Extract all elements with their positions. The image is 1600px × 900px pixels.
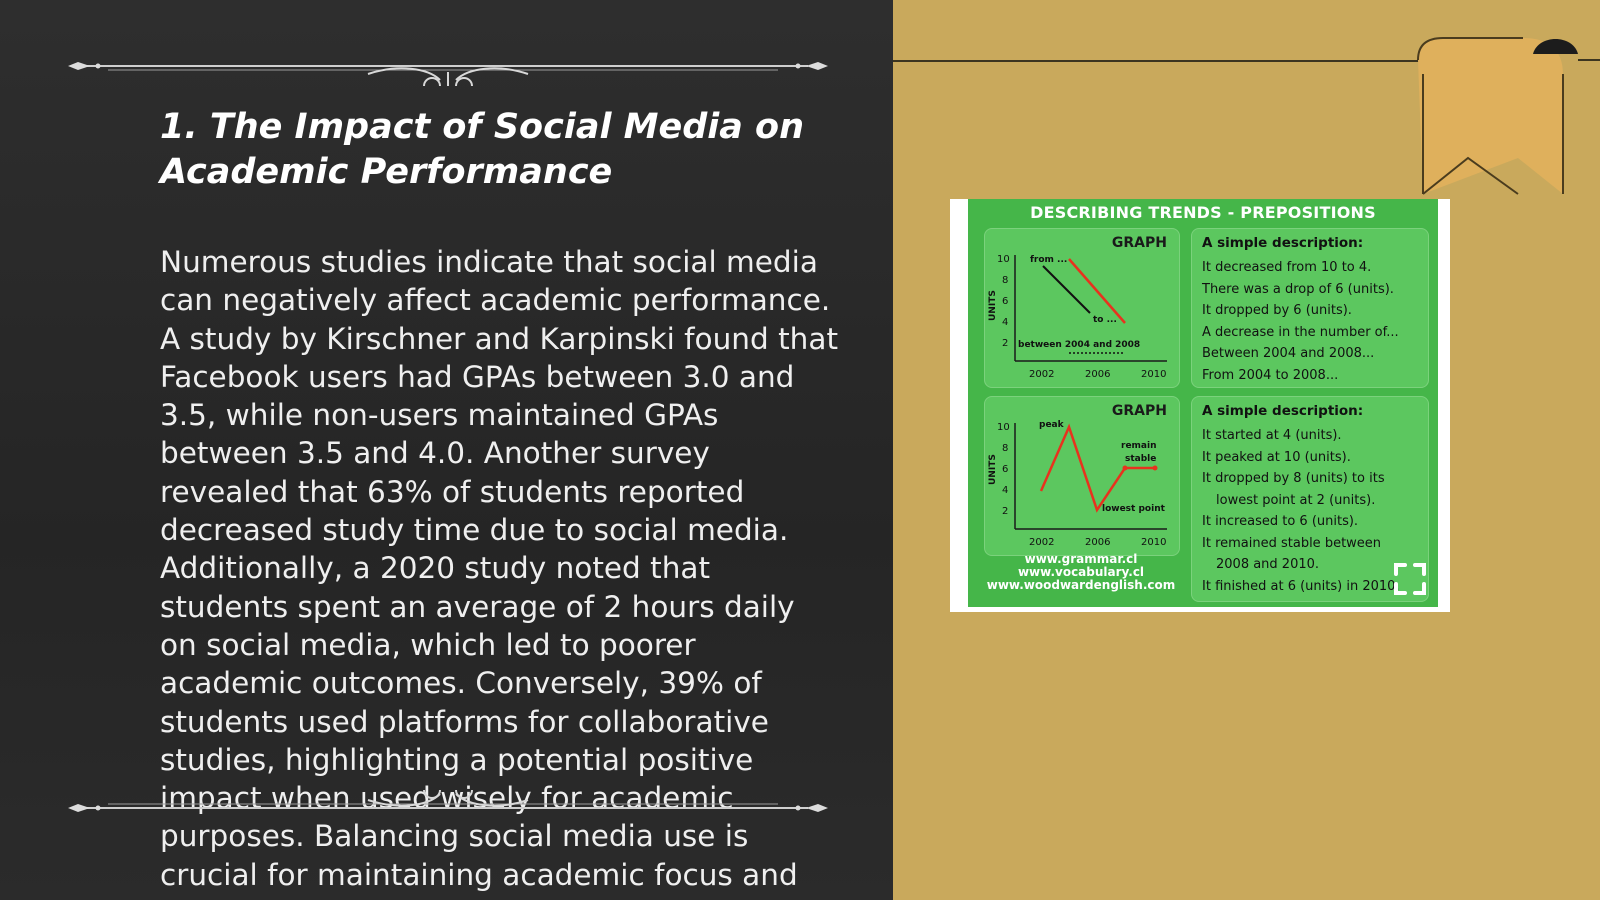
graph1-label: GRAPH (1111, 235, 1167, 251)
description-line: It dropped by 8 (units) to its (1202, 471, 1385, 486)
graph2-point (1153, 466, 1158, 471)
graph1-chart (985, 229, 1179, 387)
graph2-annotation-peak: peak (1039, 420, 1064, 430)
graph1-trend-line (1069, 259, 1125, 323)
graph2-x-tick: 2010 (1141, 537, 1167, 548)
graph1-y-tick: 6 (1002, 296, 1009, 307)
graph2-y-tick: 2 (1002, 506, 1009, 517)
description-line: It remained stable between (1202, 535, 1382, 551)
source-link: www.vocabulary.cl (1017, 565, 1145, 579)
graph1-annotation-between: between 2004 and 2008 (1018, 340, 1141, 350)
infographic-title: DESCRIBING TRENDS - PREPOSITIONS (1030, 203, 1376, 222)
description2-heading: A simple description: (1202, 403, 1364, 419)
graph1-y-tick: 2 (1002, 338, 1009, 349)
graph2-x-tick: 2006 (1085, 537, 1111, 548)
description-line: There was a drop of 6 (units). (1202, 281, 1394, 297)
graph2-axis-label: UNITS (988, 454, 998, 485)
graph1-y-tick: 8 (1002, 275, 1009, 286)
description1-panel (1191, 228, 1429, 388)
graph2-annotation-remain: remain (1121, 441, 1157, 451)
slide-title: 1. The Impact of Social Media on Academic Performance (160, 107, 805, 192)
description-line: From 2004 to 2008... (1202, 367, 1339, 383)
description-line: It decreased from 10 to 4. (1202, 260, 1372, 275)
description-line: lowest point at 2 (units). (1216, 492, 1376, 508)
graph2-y-tick: 8 (1002, 443, 1009, 454)
graph1-x-tick: 2006 (1085, 369, 1111, 380)
graph2-annotation-stable: stable (1125, 454, 1157, 464)
graph2-y-tick: 10 (997, 422, 1010, 433)
description-line: A decrease in the number of... (1202, 324, 1399, 340)
graph1-annotation-from: from ... (1030, 255, 1068, 265)
bookmark-ribbon (1413, 34, 1600, 204)
description-line: Between 2004 and 2008... (1202, 346, 1375, 361)
source-link: www.woodwardenglish.com (986, 578, 1176, 592)
ornament-bottom-divider (68, 790, 828, 830)
description2-lines (1202, 425, 1400, 597)
source-links (984, 553, 1178, 592)
description-line: 2008 and 2010. (1216, 557, 1320, 572)
graph2-label: GRAPH (1111, 403, 1167, 419)
graph2-point (1123, 466, 1128, 471)
graph1-axis-label: UNITS (988, 290, 998, 321)
description-line: It dropped by 6 (units). (1202, 303, 1352, 318)
graph1-y-tick: 4 (1002, 317, 1009, 328)
graph2-y-tick: 6 (1002, 464, 1009, 475)
ornament-top-divider (68, 46, 828, 86)
description-line: It peaked at 10 (units). (1202, 449, 1351, 465)
description-line: It increased to 6 (units). (1202, 514, 1359, 529)
description-line: It finished at 6 (units) in 2010. (1202, 578, 1400, 594)
top-rule-line (893, 60, 1453, 62)
graph2-y-tick: 4 (1002, 485, 1009, 496)
graph2-panel (984, 396, 1180, 556)
graph1-x-tick: 2002 (1029, 369, 1055, 380)
graph1-annotation-to: to ... (1093, 315, 1117, 325)
slide-body-text: Numerous studies indicate that social media can negatively affect academic performance. A study by Kirschner and Karpinski found that Facebook users had GPAs between 3.0 and 3.5, while non-users maintained GPAs between 3.5 and 4.0. Another survey revealed that 63% of students reported decreased study time due to social media. Additionally, a 2020 study noted that students spent an average of 2 hours daily on social media, which led to poorer academic outcomes. Conversely, 39% of students used platforms for collaborative studies, highlighting a potential positive impact when used wisely for academic purposes. Balancing social media use is crucial for maintaining academic focus and (160, 245, 839, 892)
source-link: www.grammar.cl (1024, 552, 1138, 566)
graph2-trend-line (1041, 427, 1155, 510)
description-line: It started at 4 (units). (1202, 428, 1342, 443)
description1-lines (1202, 257, 1399, 386)
graph1-panel (984, 228, 1180, 388)
graph1-x-tick: 2010 (1141, 369, 1167, 380)
graph2-chart (985, 397, 1179, 555)
graph1-y-tick: 10 (997, 254, 1010, 265)
infographic-image (950, 199, 1450, 612)
graph2-annotation-lowest: lowest point (1102, 504, 1165, 514)
fullscreen-icon[interactable] (1393, 562, 1427, 596)
infographic-card (968, 199, 1438, 607)
graph2-x-tick: 2002 (1029, 537, 1055, 548)
description1-heading: A simple description: (1202, 235, 1364, 251)
